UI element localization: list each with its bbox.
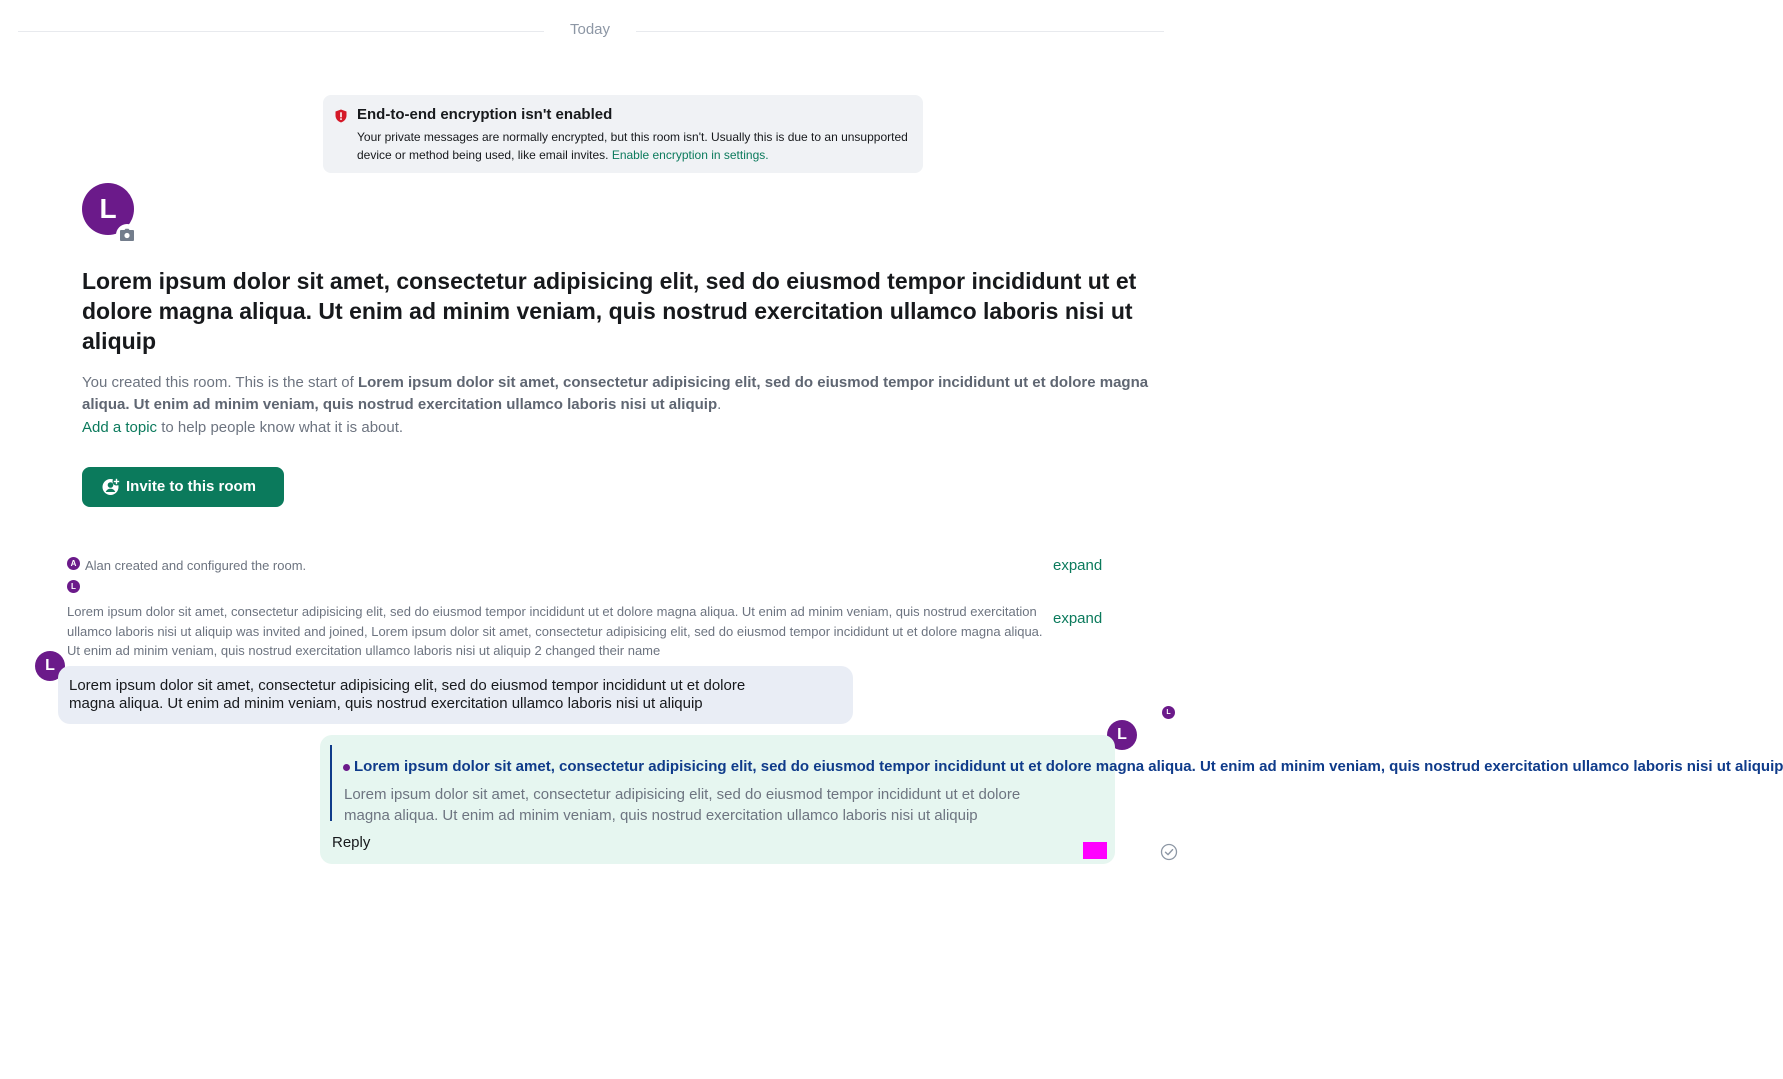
expand-summary-button[interactable]: expand xyxy=(1053,610,1103,627)
quote-sender-avatar xyxy=(343,764,350,771)
shield-error-icon xyxy=(334,109,348,123)
invite-to-room-button[interactable] xyxy=(82,467,284,507)
quote-text: Lorem ipsum dolor sit amet, consectetur adipisicing elit, sed do eiusmod tempor incididunt ut et dolore magna aliqua. Ut enim ad minim veniam, quis nostrud exercitation ullamco laboris nisi ut aliquip xyxy=(344,786,1021,824)
upload-avatar-button[interactable] xyxy=(116,224,138,246)
user-add-icon xyxy=(102,477,121,496)
expand-summary-button[interactable]: expand xyxy=(1053,557,1103,574)
message-bubble[interactable] xyxy=(58,666,853,724)
quote-sender-name: Lorem ipsum dolor sit amet, consectetur adipisicing elit, sed do eiusmod tempor incididunt ut et dolore magna aliqua. Ut enim ad minim veniam, quis nostrud exercitation ullamco laboris nisi ut aliquip xyxy=(354,758,1783,775)
room-name-heading: Lorem ipsum dolor sit amet, consectetur adipisicing elit, sed do eiusmod tempor incididunt ut et dolore magna aliqua. Ut enim ad minim veniam, quis nostrud exercitation ullamco laboris nisi ut aliquip xyxy=(82,268,1137,354)
room-topic-prompt xyxy=(82,417,403,439)
message-text: Lorem ipsum dolor sit amet, consectetur adipisicing elit, sed do eiusmod tempor incididunt ut et dolore magna aliqua. Ut enim ad minim veniam, quis nostrud exercitation ullamco laboris nisi ut aliquip xyxy=(69,677,746,712)
enable-encryption-link[interactable]: Enable encryption in settings. xyxy=(611,148,769,162)
avatar[interactable]: L xyxy=(67,580,80,593)
encryption-notice-title: End-to-end encryption isn't enabled xyxy=(357,106,613,123)
room-creation-summary: Alan created and configured the room. xyxy=(85,558,307,573)
separator-line-right xyxy=(636,31,1164,32)
read-receipt-avatar[interactable]: L xyxy=(1162,706,1175,719)
placeholder-block xyxy=(1083,842,1107,859)
sender-avatar[interactable]: L xyxy=(35,651,65,681)
room-intro-name: Lorem ipsum dolor sit amet, consectetur adipisicing elit, sed do eiusmod tempor incididunt ut et dolore magna aliqua. Ut enim ad minim veniam, quis nostrud exercitation ullamco laboris nisi ut aliquip xyxy=(82,374,1149,413)
date-separator-label: Today xyxy=(569,21,611,38)
room-intro-suffix: . xyxy=(717,396,722,413)
message-text: Reply xyxy=(332,834,371,851)
sent-check-icon xyxy=(1160,843,1178,861)
separator-line-left xyxy=(18,31,544,32)
room-topic-suffix: to help people know what it is about. xyxy=(161,419,404,436)
room-avatar[interactable]: L xyxy=(82,183,134,235)
room-intro xyxy=(82,372,1162,416)
reply-quote[interactable] xyxy=(330,745,1783,824)
sender-avatar[interactable]: L xyxy=(1107,720,1137,750)
room-intro-prefix: You created this room. This is the start of xyxy=(82,374,354,391)
membership-summary: Lorem ipsum dolor sit amet, consectetur adipisicing elit, sed do eiusmod tempor incididunt ut et dolore magna aliqua. Ut enim ad minim veniam, quis nostrud exercitation ullamco laboris nisi ut aliquip was invited and joined, Lorem ipsum dolor sit amet, consectetur adipisicing elit, sed do eiusmod tempor incididunt ut et dolore magna aliqua. Ut enim ad minim veniam, quis nostrud exercitation ullamco laboris nisi ut aliquip 2 changed their name xyxy=(67,604,1043,658)
camera-icon xyxy=(119,228,135,242)
encryption-notice-description xyxy=(357,128,917,164)
avatar[interactable]: A xyxy=(67,557,80,570)
add-topic-link[interactable]: Add a topic xyxy=(82,419,158,436)
date-separator xyxy=(18,20,1164,42)
own-message-bubble[interactable] xyxy=(320,735,1783,864)
encryption-notice-text: Your private messages are normally encrypted, but this room isn't. Usually this is due to an unsupported device or method being used, like email invites. xyxy=(357,130,908,162)
encryption-notice xyxy=(323,95,923,173)
invite-button-label: Invite to this room xyxy=(126,478,257,495)
